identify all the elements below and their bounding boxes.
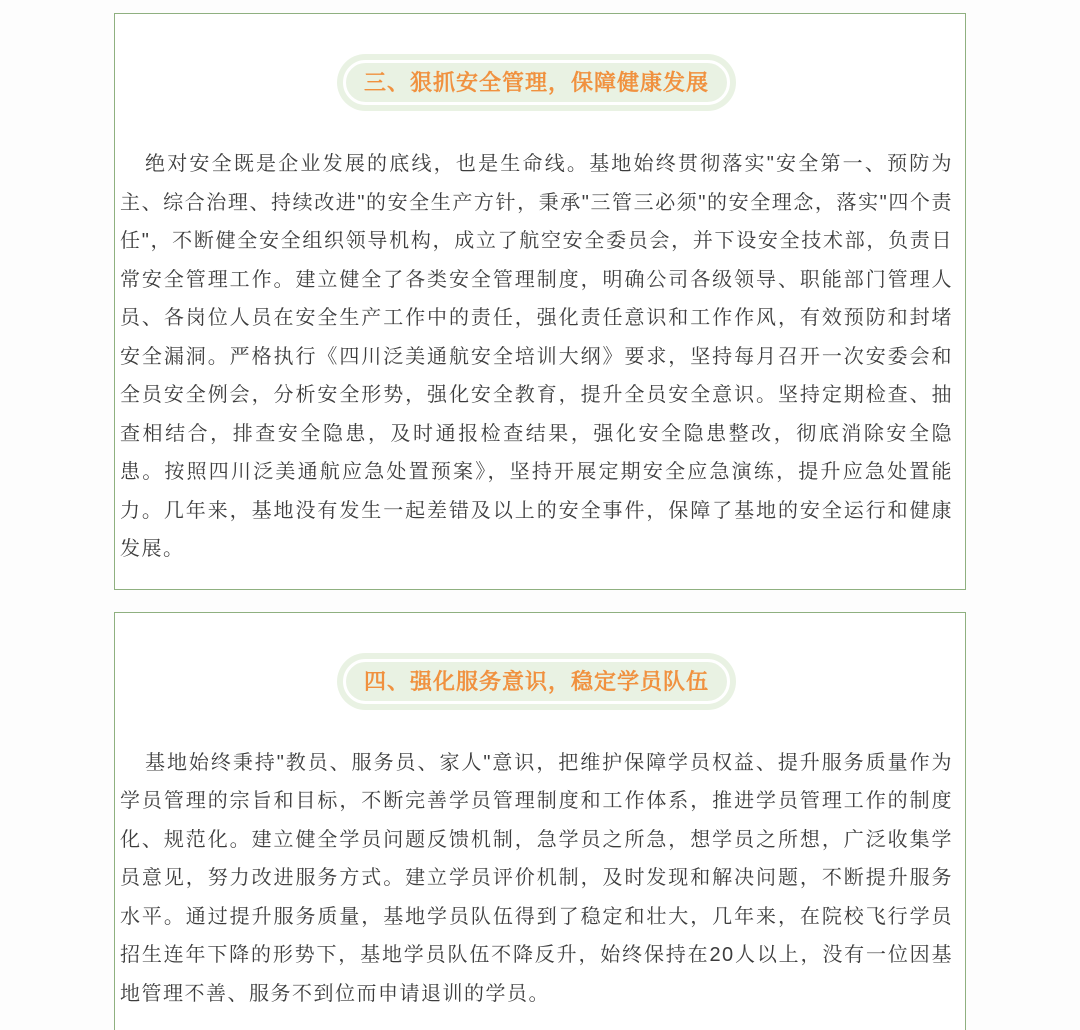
section-header-row xyxy=(120,659,953,704)
section-header-row xyxy=(120,60,953,105)
section-title-badge: 四、强化服务意识，稳定学员队伍 xyxy=(343,659,730,704)
section-card-service xyxy=(114,612,966,1030)
section-title-badge: 三、狠抓安全管理，保障健康发展 xyxy=(343,60,730,105)
section-paragraph: 绝对安全既是企业发展的底线，也是生命线。基地始终贯彻落实"安全第一、预防为主、综合治理、持续改进"的安全生产方针，秉承"三管三必须"的安全理念，落实"四个责任"，不断健全安全组织领导机构，成立了航空安全委员会，并下设安全技术部，负责日常安全管理工作。建立健全了各类安全管理制度，明确公司各级领导、职能部门管理人员、各岗位人员在安全生产工作中的责任，强化责任意识和工作作风，有效预防和封堵安全漏洞。严格执行《四川泛美通航安全培训大纲》要求，坚持每月召开一次安委会和全员安全例会，分析安全形势，强化安全教育，提升全员安全意识。坚持定期检查、抽查相结合，排查安全隐患，及时通报检查结果，强化安全隐患整改，彻底消除安全隐患。按照四川泛美通航应急处置预案》，坚持开展定期安全应急演练，提升应急处置能力。几年来，基地没有发生一起差错及以上的安全事件，保障了基地的安全运行和健康发展。 xyxy=(120,153,953,560)
section-card-safety xyxy=(114,13,966,590)
section-paragraph: 基地始终秉持"教员、服务员、家人"意识，把维护保障学员权益、提升服务质量作为学员管理的宗旨和目标，不断完善学员管理制度和工作体系，推进学员管理工作的制度化、规范化。建立健全学员问题反馈机制，急学员之所急，想学员之所想，广泛收集学员意见，努力改进服务方式。建立学员评价机制，及时发现和解决问题，不断提升服务水平。通过提升服务质量，基地学员队伍得到了稳定和壮大，几年来，在院校飞行学员招生连年下降的形势下，基地学员队伍不降反升，始终保持在20人以上，没有一位因基地管理不善、服务不到位而申请退训的学员。 xyxy=(120,751,953,1005)
